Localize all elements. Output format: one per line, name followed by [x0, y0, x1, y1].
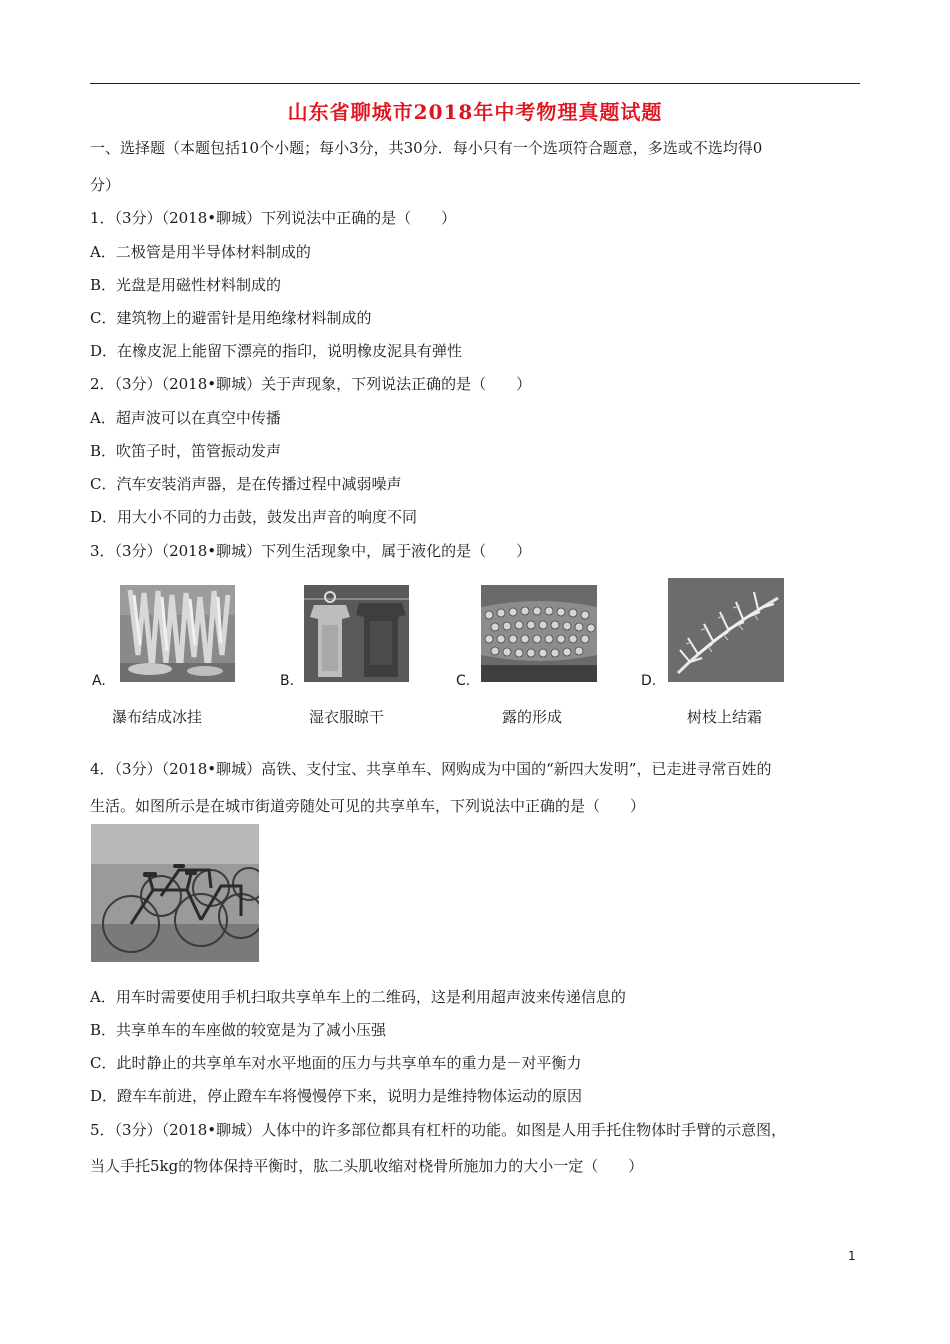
figure-b-letter: B. — [280, 673, 295, 689]
figure-a-letter: A. — [92, 673, 106, 689]
question-2-option-d: D．用大小不同的力击鼓，鼓发出声音的响度不同 — [90, 508, 418, 526]
figure-b-caption: 湿衣服晾干 — [309, 708, 385, 726]
question-5-stem-line2: 当人手托5kg的物体保持平衡时，肱二头肌收缩对桡骨所施加力的大小一定（ ） — [90, 1157, 644, 1175]
figure-a-caption: 瀑布结成冰挂 — [112, 708, 203, 726]
figure-c-caption: 露的形成 — [502, 708, 563, 726]
figure-d-caption: 树枝上结霜 — [687, 708, 763, 726]
question-1-option-b: B．光盘是用磁性材料制成的 — [90, 276, 282, 294]
question-1-option-c: C．建筑物上的避雷针是用绝缘材料制成的 — [90, 309, 372, 327]
question-4-option-c: C．此时静止的共享单车对水平地面的压力与共享单车的重力是－对平衡力 — [90, 1054, 582, 1072]
figure-d-letter: D. — [641, 673, 657, 689]
question-3-stem: 3．（3分）（2018•聊城）下列生活现象中，属于液化的是（ ） — [90, 542, 532, 560]
question-2-option-a: A．超声波可以在真空中传播 — [90, 409, 281, 427]
question-1-option-d: D．在橡皮泥上能留下漂亮的指印，说明橡皮泥具有弹性 — [90, 342, 463, 360]
question-1-stem: 1．（3分）（2018•聊城）下列说法中正确的是（ ） — [90, 209, 457, 227]
figure-b-clothes-drying — [304, 585, 409, 682]
question-1-option-a: A．二极管是用半导体材料制成的 — [90, 243, 311, 261]
question-2-option-c: C．汽车安装消声器，是在传播过程中减弱噪声 — [90, 475, 402, 493]
page-title: 山东省聊城市2018年中考物理真题试题 — [287, 100, 663, 124]
question-4-option-b: B．共享单车的车座做的较宽是为了减小压强 — [90, 1021, 387, 1039]
question-2-stem: 2．（3分）（2018•聊城）关于声现象，下列说法正确的是（ ） — [90, 375, 532, 393]
figure-d-frost-branch — [668, 578, 784, 682]
page-number: 1 — [848, 1249, 856, 1263]
question-2-option-b: B．吹笛子时，笛管振动发声 — [90, 442, 282, 460]
question-4-stem-line1: 4．（3分）（2018•聊城）高铁、支付宝、共享单车、网购成为中国的“新四大发明”，已走进寻常百姓的 — [90, 760, 772, 778]
figure-a-ice-waterfall — [120, 585, 235, 682]
section-instruction-line2: 分） — [90, 176, 121, 194]
question-4-figure-shared-bicycles — [91, 824, 259, 962]
figure-c-letter: C. — [456, 673, 471, 689]
question-4-stem-line2: 生活。如图所示是在城市街道旁随处可见的共享单车，下列说法中正确的是（ ） — [90, 797, 646, 815]
figure-c-dew-drops — [481, 585, 597, 682]
question-4-option-a: A．用车时需要使用手机扫取共享单车上的二维码，这是利用超声波来传递信息的 — [90, 988, 626, 1006]
section-instruction-line1: 一、选择题（本题包括10个小题；每小3分，共30分．每小只有一个选项符合题意，多选或不选均得0 — [90, 139, 763, 157]
question-5-stem-line1: 5．（3分）（2018•聊城）人体中的许多部位都具有杠杆的功能。如图是人用手托住物体时手臂的示意图， — [90, 1121, 787, 1139]
question-4-option-d: D．蹬车车前进，停止蹬车车将慢慢停下来，说明力是维持物体运动的原因 — [90, 1087, 583, 1105]
header-rule — [90, 83, 860, 84]
